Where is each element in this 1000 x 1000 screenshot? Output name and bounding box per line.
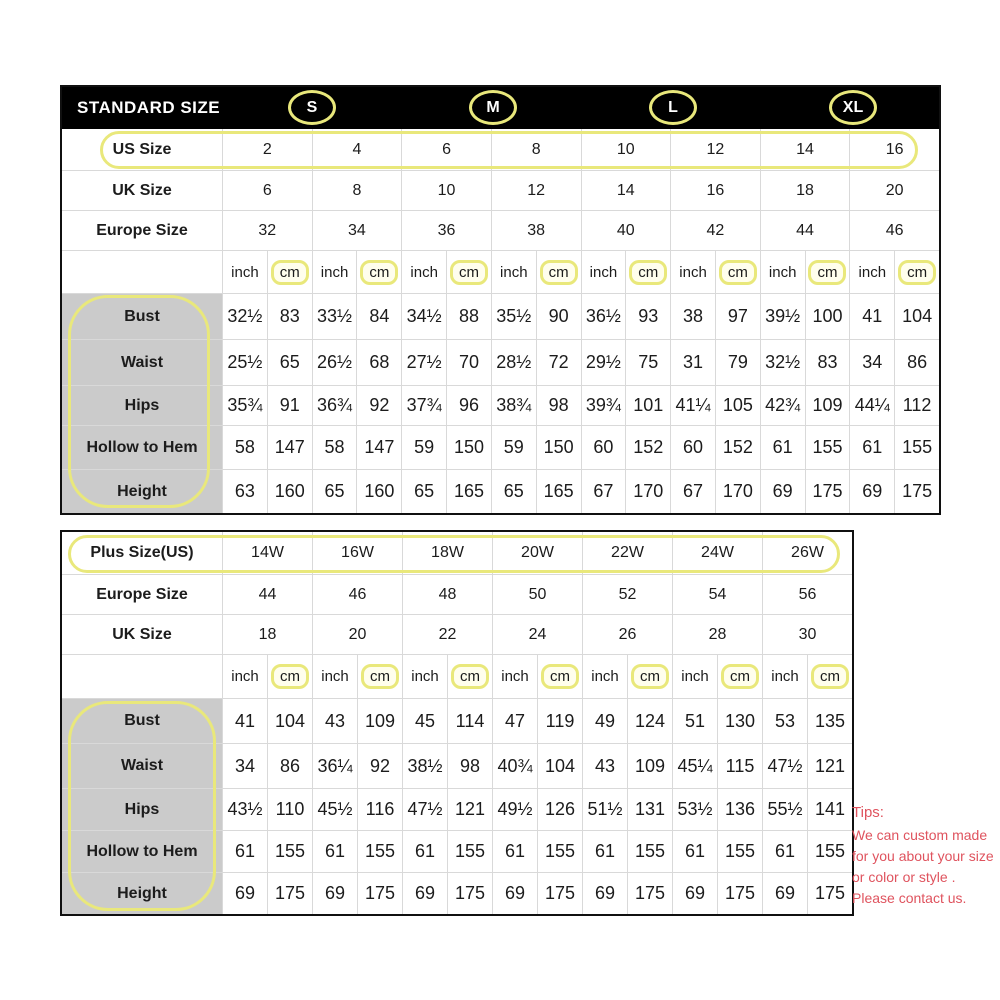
unit-cm-cell: [446, 251, 491, 293]
size-value-cell: 52: [582, 575, 672, 614]
measure-value-cell: 31: [670, 340, 715, 385]
measure-value-cell: 130: [717, 699, 762, 743]
measure-value-cell: 101: [625, 386, 670, 425]
unit-inch-label: inch: [672, 655, 717, 698]
size-row-label: Europe Size: [96, 221, 188, 239]
measure-value-cell: 29½: [581, 340, 626, 385]
size-value-cell: 14: [760, 129, 850, 170]
row-us-size: [62, 129, 939, 170]
measure-value-cell: 152: [625, 426, 670, 469]
size-value-cell: 10: [581, 129, 671, 170]
measure-label: Waist: [62, 744, 222, 788]
measure-value-cell: 97: [715, 294, 760, 339]
measure-value-cell: 150: [446, 426, 491, 469]
size-value-cell: 40: [581, 211, 671, 250]
measure-value-cell: 36¾: [312, 386, 357, 425]
measure-value-cell: 155: [447, 831, 492, 872]
measure-value-cell: 98: [536, 386, 581, 425]
plus-size-table: [60, 530, 854, 916]
size-value-cell: 24: [492, 615, 582, 654]
row-plus-size-us: [62, 532, 852, 574]
measure-value-cell: 86: [267, 744, 312, 788]
size-value-cell: 38: [491, 211, 581, 250]
measure-value-cell: 124: [627, 699, 672, 743]
measure-value-cell: 61: [762, 831, 807, 872]
size-value-cell: 12: [491, 171, 581, 210]
measure-value-cell: 70: [446, 340, 491, 385]
measure-value-cell: 105: [715, 386, 760, 425]
measure-value-cell: 39¾: [581, 386, 626, 425]
tips-line: for you about your size: [852, 848, 994, 864]
measure-value-cell: 119: [537, 699, 582, 743]
measure-value-cell: 60: [670, 426, 715, 469]
standard-size-table: [60, 85, 941, 515]
measure-value-cell: 61: [222, 831, 267, 872]
row-waist: [62, 339, 939, 385]
measure-value-cell: 38½: [402, 744, 447, 788]
size-value-cell: 6: [401, 129, 491, 170]
measure-value-cell: 38¾: [491, 386, 536, 425]
measure-value-cell: 47½: [402, 789, 447, 830]
measure-value-cell: 170: [715, 470, 760, 513]
measure-value-cell: 98: [447, 744, 492, 788]
measure-value-cell: 67: [581, 470, 626, 513]
measure-label: Height: [62, 873, 222, 914]
measure-value-cell: 147: [267, 426, 312, 469]
measure-value-cell: 58: [312, 426, 357, 469]
measure-value-cell: 59: [401, 426, 446, 469]
tips-lines: [852, 825, 994, 909]
unit-inch-label: inch: [491, 251, 536, 293]
unit-cm-cell: [357, 655, 402, 698]
measure-value-cell: 155: [357, 831, 402, 872]
measure-value-cell: 116: [357, 789, 402, 830]
row-height: [62, 469, 939, 513]
measure-value-cell: 41: [849, 294, 894, 339]
measure-value-cell: 68: [356, 340, 401, 385]
measure-value-cell: 100: [805, 294, 850, 339]
cm-highlight-box: cm: [360, 260, 398, 285]
measure-value-cell: 38: [670, 294, 715, 339]
measure-value-cell: 175: [805, 470, 850, 513]
measure-value-cell: 175: [717, 873, 762, 914]
tips-line: Please contact us.: [852, 890, 967, 906]
measure-value-cell: 61: [492, 831, 537, 872]
size-value-cell: 34: [312, 211, 402, 250]
measure-value-cell: 45½: [312, 789, 357, 830]
measure-value-cell: 37¾: [401, 386, 446, 425]
measure-value-cell: 104: [894, 294, 939, 339]
measure-value-cell: 28½: [491, 340, 536, 385]
row-hips: [62, 788, 852, 830]
cm-highlight-box: cm: [271, 664, 309, 689]
measure-value-cell: 61: [582, 831, 627, 872]
units-row-empty-label: [62, 655, 222, 698]
measure-value-cell: 47½: [762, 744, 807, 788]
size-value-cell: 54: [672, 575, 762, 614]
measure-value-cell: 75: [625, 340, 670, 385]
cm-highlight-box: cm: [719, 260, 757, 285]
measure-label: Hollow to Hem: [62, 831, 222, 872]
unit-cm-cell: [627, 655, 672, 698]
measure-value-cell: 115: [717, 744, 762, 788]
size-value-cell: 44: [222, 575, 312, 614]
measure-value-cell: 47: [492, 699, 537, 743]
size-value-cell: 26W: [762, 532, 852, 574]
measure-value-cell: 34: [222, 744, 267, 788]
measure-value-cell: 49½: [492, 789, 537, 830]
size-badge-l: L: [649, 90, 697, 125]
measure-label: Bust: [62, 699, 222, 743]
unit-cm-cell: [536, 251, 581, 293]
tips-line: We can custom made: [852, 827, 988, 843]
unit-cm-cell: [894, 251, 939, 293]
size-value-cell: 14W: [222, 532, 312, 574]
measure-value-cell: 141: [807, 789, 852, 830]
unit-inch-label: inch: [222, 655, 267, 698]
size-row-label: UK Size: [112, 625, 172, 643]
measure-value-cell: 83: [267, 294, 312, 339]
cm-highlight-box: cm: [540, 260, 578, 285]
measure-value-cell: 104: [267, 699, 312, 743]
measure-value-cell: 33½: [312, 294, 357, 339]
measure-value-cell: 83: [805, 340, 850, 385]
row-hollow-to-hem: [62, 830, 852, 872]
measure-value-cell: 91: [267, 386, 312, 425]
cm-highlight-box: cm: [721, 664, 759, 689]
size-value-cell: 12: [670, 129, 760, 170]
measure-value-cell: 42¾: [760, 386, 805, 425]
measure-value-cell: 165: [446, 470, 491, 513]
size-value-cell: 6: [222, 171, 312, 210]
measure-value-cell: 35¾: [222, 386, 267, 425]
measure-value-cell: 61: [672, 831, 717, 872]
measure-value-cell: 131: [627, 789, 672, 830]
measure-value-cell: 51: [672, 699, 717, 743]
size-value-cell: 44: [760, 211, 850, 250]
measure-label: Hips: [62, 386, 222, 425]
measure-value-cell: 150: [536, 426, 581, 469]
size-value-cell: 36: [401, 211, 491, 250]
measure-value-cell: 58: [222, 426, 267, 469]
size-badge-xl: XL: [829, 90, 877, 125]
unit-cm-cell: [447, 655, 492, 698]
row-bust: [62, 293, 939, 339]
size-value-cell: 46: [849, 211, 939, 250]
size-value-cell: 22: [402, 615, 492, 654]
size-value-cell: 14: [581, 171, 671, 210]
measure-value-cell: 34½: [401, 294, 446, 339]
unit-inch-label: inch: [312, 655, 357, 698]
measure-value-cell: 88: [446, 294, 491, 339]
measure-value-cell: 175: [627, 873, 672, 914]
tips-title: Tips:: [852, 804, 884, 821]
unit-inch-label: inch: [849, 251, 894, 293]
measure-value-cell: 175: [267, 873, 312, 914]
cm-highlight-box: cm: [631, 664, 669, 689]
measure-value-cell: 147: [356, 426, 401, 469]
measure-value-cell: 155: [267, 831, 312, 872]
unit-cm-cell: [267, 251, 312, 293]
measure-value-cell: 60: [581, 426, 626, 469]
measure-value-cell: 155: [627, 831, 672, 872]
measure-value-cell: 90: [536, 294, 581, 339]
measure-value-cell: 27½: [401, 340, 446, 385]
row-hollow-to-hem: [62, 425, 939, 469]
row-bust: [62, 698, 852, 743]
row-units: [62, 654, 852, 698]
measure-label: Bust: [62, 294, 222, 339]
measure-label: Hollow to Hem: [62, 426, 222, 469]
measure-value-cell: 25½: [222, 340, 267, 385]
size-value-cell: 16: [670, 171, 760, 210]
unit-cm-cell: [356, 251, 401, 293]
measure-value-cell: 65: [267, 340, 312, 385]
cm-highlight-box: cm: [361, 664, 399, 689]
measure-value-cell: 67: [670, 470, 715, 513]
measure-value-cell: 43: [312, 699, 357, 743]
row-uk-size: [62, 170, 939, 210]
unit-inch-label: inch: [222, 251, 267, 293]
measure-value-cell: 152: [715, 426, 760, 469]
tips-note: [852, 802, 994, 909]
measure-label: Hips: [62, 789, 222, 830]
measure-value-cell: 69: [402, 873, 447, 914]
measure-value-cell: 114: [447, 699, 492, 743]
cm-highlight-box: cm: [898, 260, 936, 285]
measure-value-cell: 43½: [222, 789, 267, 830]
unit-inch-label: inch: [402, 655, 447, 698]
measure-value-cell: 69: [760, 470, 805, 513]
measure-value-cell: 69: [582, 873, 627, 914]
cm-highlight-box: cm: [629, 260, 667, 285]
row-uk-size: [62, 614, 852, 654]
size-value-cell: 16W: [312, 532, 402, 574]
measure-value-cell: 40¾: [492, 744, 537, 788]
measure-label: Waist: [62, 340, 222, 385]
measure-value-cell: 69: [672, 873, 717, 914]
measure-value-cell: 155: [717, 831, 762, 872]
unit-cm-cell: [715, 251, 760, 293]
measure-value-cell: 136: [717, 789, 762, 830]
measure-value-cell: 69: [762, 873, 807, 914]
measure-value-cell: 26½: [312, 340, 357, 385]
measure-value-cell: 45¼: [672, 744, 717, 788]
size-row-label: US Size: [112, 140, 172, 158]
cm-highlight-box: cm: [450, 260, 488, 285]
measure-value-cell: 170: [625, 470, 670, 513]
measure-value-cell: 63: [222, 470, 267, 513]
unit-inch-label: inch: [312, 251, 357, 293]
measure-value-cell: 69: [222, 873, 267, 914]
measure-value-cell: 55½: [762, 789, 807, 830]
unit-cm-cell: [537, 655, 582, 698]
cm-highlight-box: cm: [811, 664, 849, 689]
unit-inch-label: inch: [760, 251, 805, 293]
size-value-cell: 42: [670, 211, 760, 250]
measure-value-cell: 61: [760, 426, 805, 469]
measure-value-cell: 175: [357, 873, 402, 914]
measure-value-cell: 32½: [222, 294, 267, 339]
measure-value-cell: 109: [357, 699, 402, 743]
measure-value-cell: 32½: [760, 340, 805, 385]
plus-size-grid: [62, 532, 852, 914]
measure-value-cell: 39½: [760, 294, 805, 339]
size-badge-m: M: [469, 90, 517, 125]
measure-value-cell: 175: [894, 470, 939, 513]
measure-value-cell: 51½: [582, 789, 627, 830]
measure-value-cell: 43: [582, 744, 627, 788]
row-europe-size: [62, 574, 852, 614]
measure-value-cell: 93: [625, 294, 670, 339]
size-row-label: Plus Size(US): [90, 544, 194, 561]
measure-value-cell: 135: [807, 699, 852, 743]
unit-inch-label: inch: [401, 251, 446, 293]
measure-value-cell: 65: [401, 470, 446, 513]
unit-cm-cell: [805, 251, 850, 293]
size-value-cell: 4: [312, 129, 402, 170]
row-height: [62, 872, 852, 914]
size-value-cell: 20W: [492, 532, 582, 574]
size-value-cell: 2: [222, 129, 312, 170]
size-badge-s: S: [288, 90, 336, 125]
measure-value-cell: 65: [312, 470, 357, 513]
measure-value-cell: 45: [402, 699, 447, 743]
size-value-cell: 20: [312, 615, 402, 654]
unit-cm-cell: [807, 655, 852, 698]
measure-value-cell: 121: [807, 744, 852, 788]
cm-highlight-box: cm: [451, 664, 489, 689]
measure-value-cell: 69: [492, 873, 537, 914]
measure-value-cell: 92: [356, 386, 401, 425]
size-value-cell: 16: [849, 129, 939, 170]
unit-inch-label: inch: [492, 655, 537, 698]
cm-highlight-box: cm: [541, 664, 579, 689]
measure-value-cell: 53½: [672, 789, 717, 830]
measure-value-cell: 112: [894, 386, 939, 425]
standard-size-title: STANDARD SIZE: [77, 98, 221, 117]
measure-value-cell: 61: [402, 831, 447, 872]
measure-value-cell: 65: [491, 470, 536, 513]
units-row-empty-label: [62, 251, 222, 293]
measure-value-cell: 59: [491, 426, 536, 469]
size-value-cell: 10: [401, 171, 491, 210]
measure-value-cell: 61: [849, 426, 894, 469]
measure-value-cell: 72: [536, 340, 581, 385]
size-value-cell: 32: [222, 211, 312, 250]
unit-cm-cell: [717, 655, 762, 698]
measure-value-cell: 34: [849, 340, 894, 385]
measure-value-cell: 86: [894, 340, 939, 385]
unit-inch-label: inch: [582, 655, 627, 698]
unit-inch-label: inch: [762, 655, 807, 698]
measure-value-cell: 69: [849, 470, 894, 513]
size-row-label: Europe Size: [96, 585, 188, 603]
measure-value-cell: 84: [356, 294, 401, 339]
measure-value-cell: 155: [805, 426, 850, 469]
size-value-cell: 28: [672, 615, 762, 654]
measure-value-cell: 175: [537, 873, 582, 914]
row-europe-size: [62, 210, 939, 250]
size-value-cell: 20: [849, 171, 939, 210]
measure-value-cell: 79: [715, 340, 760, 385]
unit-inch-label: inch: [581, 251, 626, 293]
measure-value-cell: 104: [537, 744, 582, 788]
measure-value-cell: 155: [537, 831, 582, 872]
measure-value-cell: 61: [312, 831, 357, 872]
measure-value-cell: 110: [267, 789, 312, 830]
measure-value-cell: 160: [356, 470, 401, 513]
measure-value-cell: 165: [536, 470, 581, 513]
unit-inch-label: inch: [670, 251, 715, 293]
measure-label: Height: [62, 470, 222, 513]
row-waist: [62, 743, 852, 788]
size-value-cell: 48: [402, 575, 492, 614]
standard-size-grid: [62, 129, 939, 513]
measure-value-cell: 155: [894, 426, 939, 469]
size-value-cell: 18W: [402, 532, 492, 574]
size-value-cell: 30: [762, 615, 852, 654]
size-value-cell: 24W: [672, 532, 762, 574]
size-value-cell: 8: [491, 129, 581, 170]
size-value-cell: 46: [312, 575, 402, 614]
measure-value-cell: 126: [537, 789, 582, 830]
measure-value-cell: 36¼: [312, 744, 357, 788]
measure-value-cell: 35½: [491, 294, 536, 339]
measure-value-cell: 175: [807, 873, 852, 914]
size-value-cell: 22W: [582, 532, 672, 574]
measure-value-cell: 109: [805, 386, 850, 425]
measure-value-cell: 160: [267, 470, 312, 513]
measure-value-cell: 49: [582, 699, 627, 743]
measure-value-cell: 92: [357, 744, 402, 788]
measure-value-cell: 121: [447, 789, 492, 830]
size-value-cell: 50: [492, 575, 582, 614]
standard-size-header: [62, 87, 939, 129]
size-value-cell: 26: [582, 615, 672, 654]
size-row-label: UK Size: [112, 181, 172, 199]
row-hips: [62, 385, 939, 425]
measure-value-cell: 36½: [581, 294, 626, 339]
row-units: [62, 250, 939, 293]
unit-cm-cell: [267, 655, 312, 698]
size-value-cell: 18: [222, 615, 312, 654]
tips-line: or color or style .: [852, 869, 956, 885]
cm-highlight-box: cm: [808, 260, 846, 285]
measure-value-cell: 41¼: [670, 386, 715, 425]
measure-value-cell: 155: [807, 831, 852, 872]
measure-value-cell: 69: [312, 873, 357, 914]
measure-value-cell: 109: [627, 744, 672, 788]
measure-value-cell: 96: [446, 386, 491, 425]
unit-cm-cell: [625, 251, 670, 293]
size-value-cell: 18: [760, 171, 850, 210]
measure-value-cell: 175: [447, 873, 492, 914]
size-value-cell: 56: [762, 575, 852, 614]
size-value-cell: 8: [312, 171, 402, 210]
measure-value-cell: 44¼: [849, 386, 894, 425]
measure-value-cell: 41: [222, 699, 267, 743]
measure-value-cell: 53: [762, 699, 807, 743]
cm-highlight-box: cm: [271, 260, 309, 285]
